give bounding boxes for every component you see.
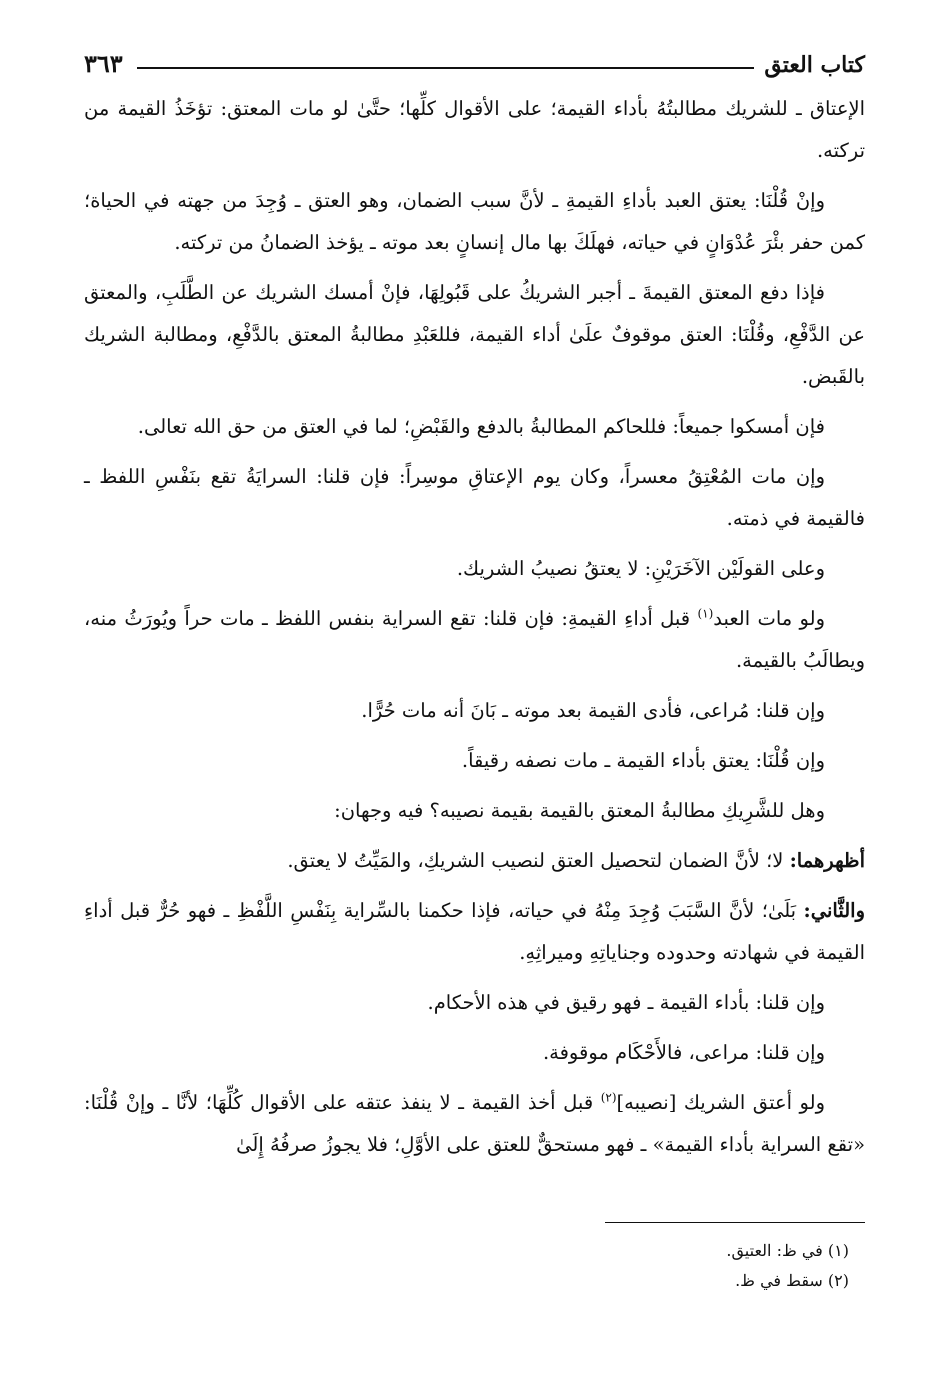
paragraph-text: قبل أداءِ القيمةِ: فإن قلنا: تقع السراية بنفس اللفظ ـ مات حراً ويُورَثُ منه، ويطالَبُ بالقيمة. [84,607,865,672]
header-rule [137,67,755,69]
paragraph [84,1082,865,1166]
footnote: (٢) سقط في ظ. [735,1271,849,1290]
paragraph [84,890,865,974]
paragraph: وإن قلنا: مُراعى، فأدى القيمة بعد موته ـ بَانَ أنه مات حُرًّا. [361,699,825,722]
paragraph: فإن أمسكوا جميعاً: فللحاكم المطالبةُ بالدفع والقَبْضِ؛ لما في العتق من حق الله تعالى. [137,415,825,438]
paragraph-text: بَلَىٰ؛ لأنَّ السَّبَبَ وُجِدَ مِنْهُ في حياته، فإذا حكمنا بالسِّراية بِنَفْسِ اللَّفْظِ ـ فهو حُرٌّ قبل أداءِ القيمة في شهادته وحدوده وجناياتِهِ وميراثِهِ. [84,899,865,964]
paragraph-lead: والثَّاني: [803,899,865,922]
footnote-marker: (٢) [600,1090,617,1105]
paragraph-text: قبل أخذ القيمة ـ لا ينفذ عتقه على الأقوال كُلِّهَا؛ لأنَّا ـ وإنْ قُلْنَا: «تقع السراية بأداء القيمة» ـ فهو مستحقٌّ للعتق على الأوَّلِ؛ فلا يجوزُ صرفُهُ إِلَىٰ [84,1091,865,1156]
chapter-title: كتاب العتق [764,52,865,78]
paragraph: وإن قلنا: مراعى، فالأَحْكَام موقوفة. [542,1041,825,1064]
paragraph: وإن قلنا: بأداء القيمة ـ فهو رقيق في هذه الأحكام. [427,991,825,1014]
paragraph: وإنْ قُلْنَا: يعتق العبد بأداءِ القيمةِ ـ لأنَّ سبب الضمان، وهو العتق ـ وُجِدَ من جهته في الحياة؛ كمن حفر بئْرَ عُدْوَانٍ في حياته، فهلَكَ بها مال إنسانٍ بعد موته ـ يؤخذ الضمانُ من تركته. [84,189,865,254]
paragraph-text: لا؛ لأنَّ الضمان لتحصيل العتق لنصيب الشريكِ، والمَيِّتُ لا يعتق. [287,849,790,872]
paragraph: وإن مات المُعْتِقُ معسراً، وكان يوم الإعتاقِ موسِراً: فإن قلنا: السرايَةُ تقع بنَفْسِ اللفظ ـ فالقيمة في ذمته. [84,465,865,530]
footnote-rule [605,1222,865,1223]
paragraph [84,598,865,682]
paragraph: فإذا دفع المعتق القيمةَ ـ أجبر الشريكُ على قَبُولِهَا، فإنْ أمسك الشريك عن الطَّلَبِ، والمعتق عن الدَّفْعِ، وقُلْنَا: العتق موقوفٌ علَىٰ أداء القيمة، فللعَبْدِ مطالبةُ المعتق بالدَّفْعِ، ومطالبة الشريك بالقَبض. [84,281,865,388]
footnotes [84,1236,849,1296]
footnote-marker: (١) [697,606,714,621]
paragraph-lead: أظهرهما: [789,849,865,872]
page-header [84,38,865,78]
paragraph-text: ولو مات العبد [713,607,825,630]
paragraph: وهل للشَّرِيكِ مطالبةُ المعتق بالقيمة بقيمة نصيبه؟ فيه وجهان: [334,799,825,822]
page-number: ٣٦٣ [84,49,123,78]
main-text [84,88,865,1174]
paragraph-text: ولو أعتق الشريك [نصيبه] [616,1091,825,1114]
footnote: (١) في ظ: العتيق. [726,1241,849,1260]
paragraph [84,840,865,882]
paragraph: الإعتاق ـ للشريك مطالبتُهُ بأداء القيمة؛ على الأقوال كلِّها؛ حتَّىٰ لو مات المعتق: تؤخَذُ القيمة من تركته. [84,97,865,162]
paragraph: وعلى القولَيْن الآخَرَيْنِ: لا يعتقُ نصيبُ الشريك. [456,557,825,580]
paragraph: وإن قُلْنَا: يعتق بأداء القيمة ـ مات نصفه رقيقاً. [461,749,825,772]
